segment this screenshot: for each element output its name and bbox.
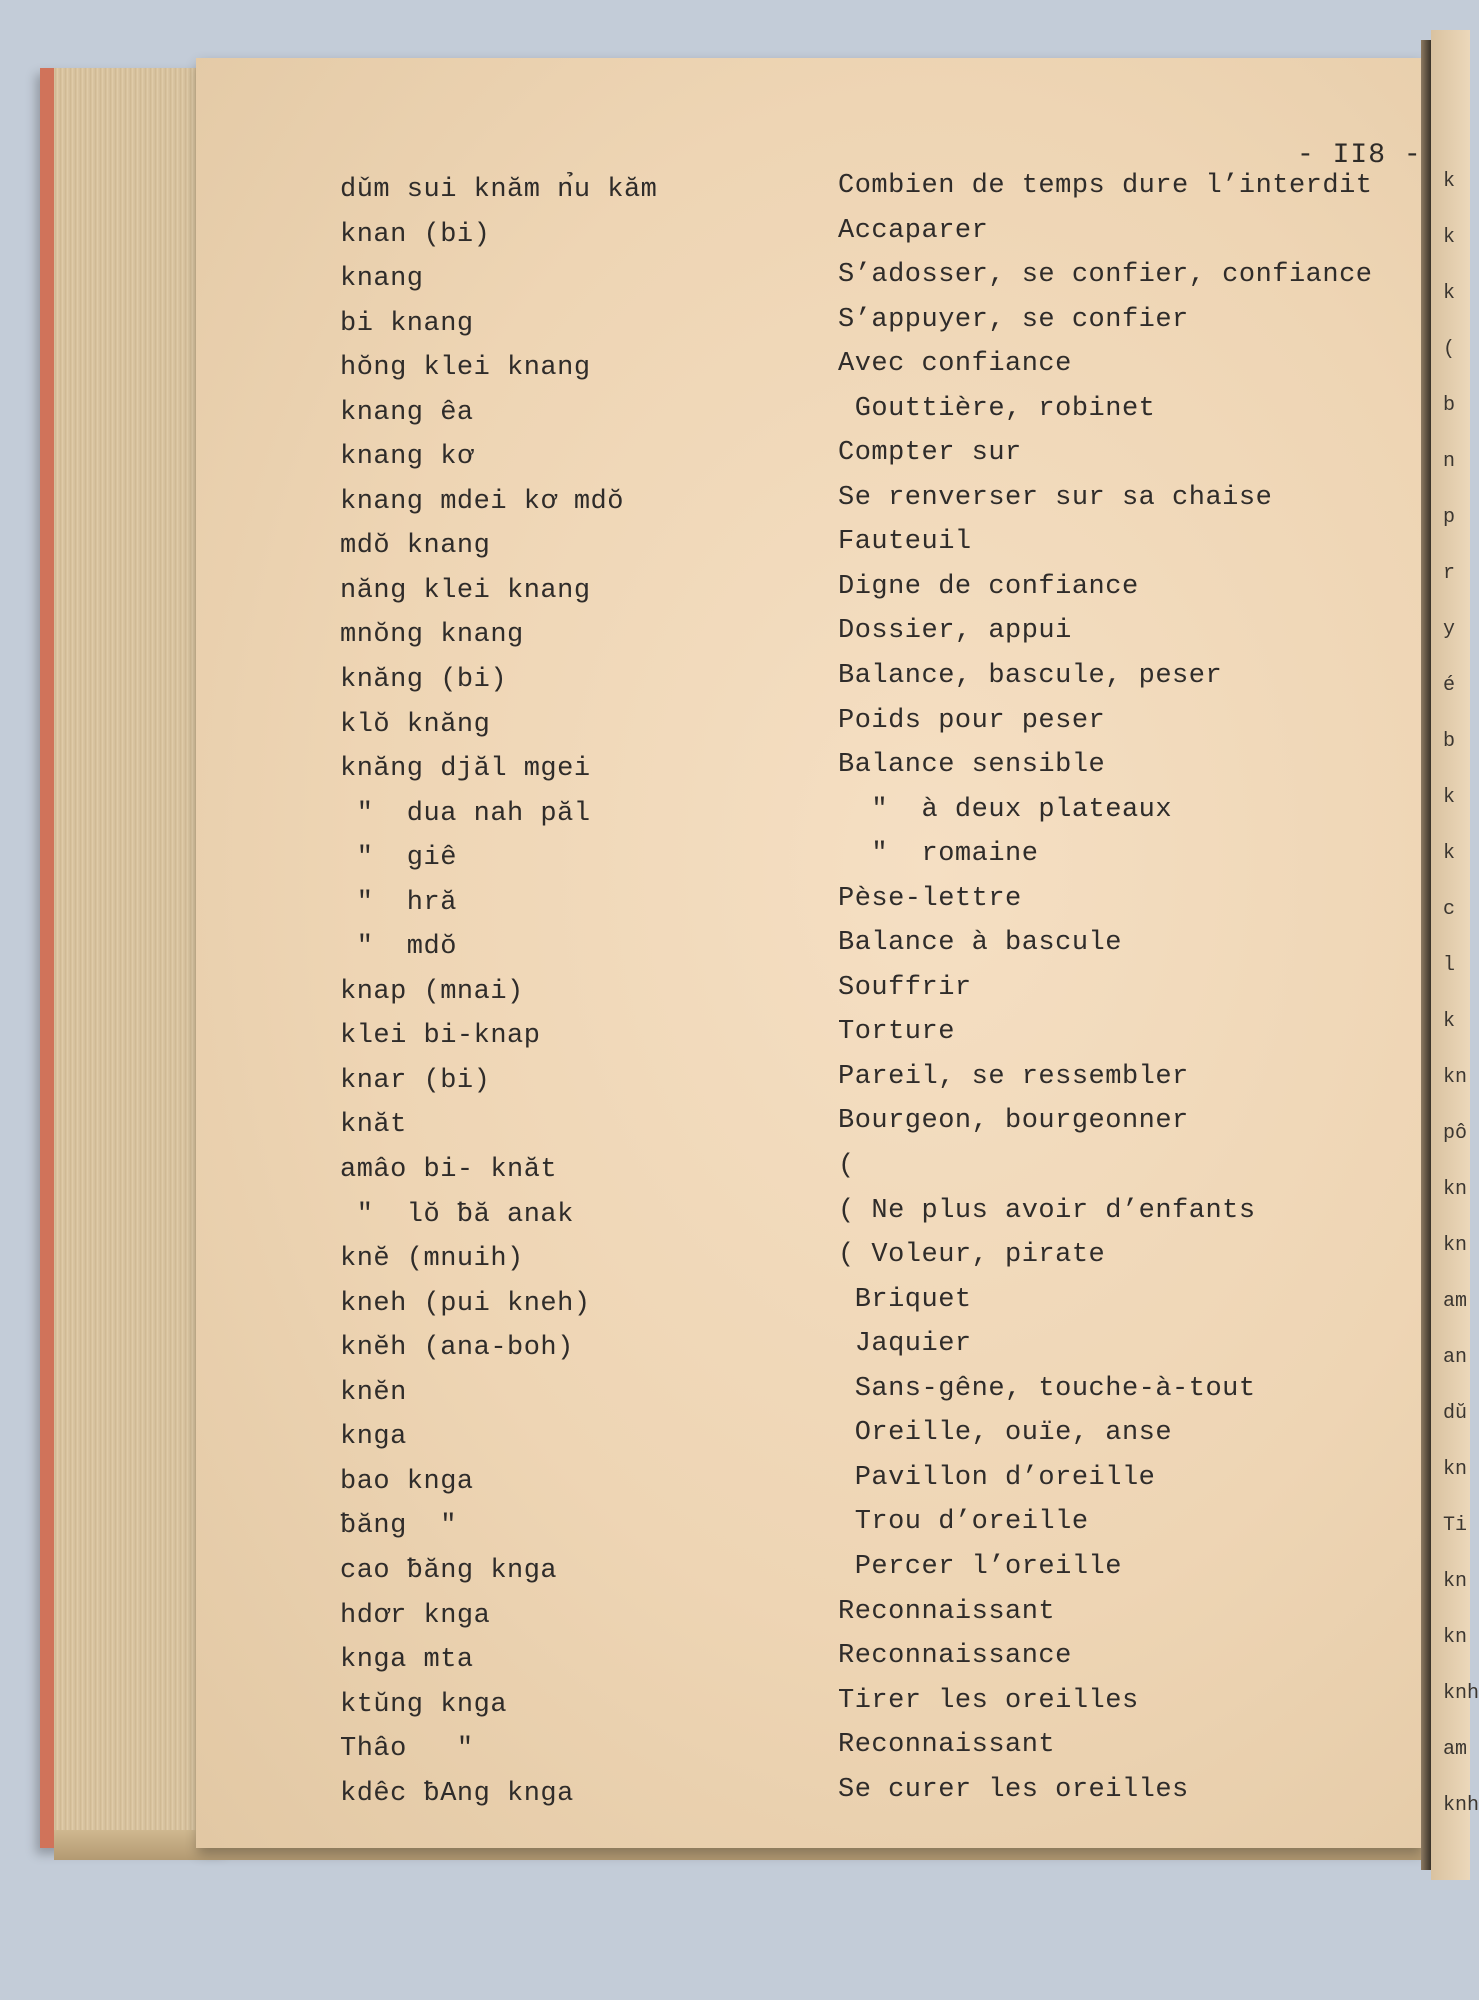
entry-term: " mdŏ bbox=[340, 932, 457, 963]
entry-gloss: Fauteuil bbox=[838, 527, 972, 558]
adjacent-page-mark: b bbox=[1443, 730, 1456, 753]
entry-term: " giê bbox=[340, 843, 457, 874]
entry-gloss: Reconnaissant bbox=[838, 1596, 1056, 1627]
entry-gloss: Torture bbox=[838, 1017, 955, 1048]
adjacent-page-mark: n bbox=[1443, 450, 1456, 473]
entry-term: knĕn bbox=[340, 1377, 407, 1408]
adjacent-page-mark: k bbox=[1443, 786, 1456, 809]
entry-gloss: Sans-gêne, touche-à-tout bbox=[838, 1373, 1256, 1404]
adjacent-page-mark: ( bbox=[1443, 338, 1456, 361]
entry-gloss: Pèse-lettre bbox=[838, 883, 1022, 914]
adjacent-page-mark: kn bbox=[1443, 1458, 1468, 1481]
entry-gloss: S’adosser, se confier, confiance bbox=[838, 260, 1373, 291]
adjacent-page-mark: k bbox=[1443, 842, 1456, 865]
adjacent-page-mark: l bbox=[1443, 954, 1456, 977]
entry-term: hŏng klei knang bbox=[340, 353, 591, 384]
entry-term: mdŏ knang bbox=[340, 531, 491, 562]
entry-term: klŏ knăng bbox=[340, 709, 491, 740]
entry-term: knĕh (ana-boh) bbox=[340, 1333, 574, 1364]
entry-term: knga bbox=[340, 1422, 407, 1453]
entry-term: ktŭng knga bbox=[340, 1689, 508, 1720]
entry-term: ƀăng " bbox=[340, 1511, 457, 1542]
entry-gloss: Trou d’oreille bbox=[838, 1507, 1089, 1538]
entry-gloss: Accaparer bbox=[838, 215, 989, 246]
entry-gloss: Se curer les oreilles bbox=[838, 1774, 1189, 1805]
entry-term: knang kơ bbox=[340, 442, 474, 473]
adjacent-page-mark: c bbox=[1443, 898, 1456, 921]
entry-term: knan (bi) bbox=[340, 219, 491, 250]
adjacent-page-mark: am bbox=[1443, 1738, 1468, 1761]
entry-term: năng klei knang bbox=[340, 575, 591, 606]
entry-gloss: ( bbox=[838, 1151, 855, 1182]
entry-gloss: S’appuyer, se confier bbox=[838, 304, 1189, 335]
adjacent-page-mark: k bbox=[1443, 226, 1456, 249]
adjacent-page-mark: y bbox=[1443, 618, 1456, 641]
entry-gloss: ( Voleur, pirate bbox=[838, 1240, 1106, 1271]
entry-gloss: Gouttière, robinet bbox=[838, 393, 1156, 424]
entry-gloss: Poids pour peser bbox=[838, 705, 1106, 736]
entry-term: dǔm sui knăm n̉u kăm bbox=[340, 175, 658, 205]
entry-gloss: Percer l’oreille bbox=[838, 1551, 1122, 1582]
entry-term: bao knga bbox=[340, 1466, 474, 1497]
adjacent-page-mark: an bbox=[1443, 1346, 1468, 1369]
entry-gloss: Tirer les oreilles bbox=[838, 1685, 1139, 1716]
entry-gloss: " romaine bbox=[838, 839, 1039, 870]
entry-gloss: Avec confiance bbox=[838, 349, 1072, 380]
adjacent-page-mark: kn bbox=[1443, 1178, 1468, 1201]
adjacent-page-edge bbox=[1431, 30, 1479, 1880]
entry-gloss: Bourgeon, bourgeonner bbox=[838, 1106, 1189, 1137]
entry-gloss: Briquet bbox=[838, 1284, 972, 1315]
entry-term: knang êa bbox=[340, 397, 474, 428]
entry-term: " hră bbox=[340, 887, 457, 918]
adjacent-page-mark: é bbox=[1443, 674, 1456, 697]
entry-term: mnŏng knang bbox=[340, 620, 524, 651]
adjacent-page-mark: kn bbox=[1443, 1066, 1468, 1089]
entry-term: knĕ (mnuih) bbox=[340, 1244, 524, 1275]
adjacent-page-mark: r bbox=[1443, 562, 1456, 585]
adjacent-page-mark: p bbox=[1443, 506, 1456, 529]
entry-term: bi knang bbox=[340, 308, 474, 339]
entry-gloss: Balance sensible bbox=[838, 750, 1106, 781]
entry-gloss: Balance à bascule bbox=[838, 928, 1122, 959]
entry-gloss: ( Ne plus avoir d’enfants bbox=[838, 1195, 1256, 1226]
adjacent-page-mark: kn bbox=[1443, 1626, 1468, 1649]
entry-term: knăng djăl mgei bbox=[340, 754, 591, 785]
adjacent-page-mark: am bbox=[1443, 1290, 1468, 1313]
entry-term: knăng (bi) bbox=[340, 665, 508, 696]
entry-term: amâo bi- knăt bbox=[340, 1155, 558, 1186]
entry-term: knap (mnai) bbox=[340, 976, 524, 1007]
entry-term: hdơr knga bbox=[340, 1600, 491, 1631]
adjacent-page-mark: b bbox=[1443, 394, 1456, 417]
entry-gloss: Balance, bascule, peser bbox=[838, 661, 1223, 692]
entry-gloss: Reconnaissant bbox=[838, 1730, 1056, 1761]
entry-gloss: Combien de temps dure l’interdit bbox=[838, 171, 1373, 201]
adjacent-page-mark: kn bbox=[1443, 1234, 1468, 1257]
entry-gloss: Jaquier bbox=[838, 1329, 972, 1360]
entry-gloss: " à deux plateaux bbox=[838, 794, 1173, 825]
entry-gloss: Dossier, appui bbox=[838, 616, 1072, 647]
page-number: - II8 - bbox=[1297, 140, 1422, 171]
entry-term: knar (bi) bbox=[340, 1065, 491, 1096]
entry-gloss: Digne de confiance bbox=[838, 571, 1139, 602]
entry-term: cao ƀăng knga bbox=[340, 1555, 558, 1586]
entry-gloss: Oreille, ouïe, anse bbox=[838, 1418, 1173, 1449]
entry-term: " dua nah păl bbox=[340, 798, 591, 829]
entry-gloss: Pavillon d’oreille bbox=[838, 1462, 1156, 1493]
adjacent-page-mark: k bbox=[1443, 170, 1456, 193]
entry-term: " lŏ ƀă anak bbox=[340, 1199, 574, 1230]
entry-gloss: Se renverser sur sa chaise bbox=[838, 482, 1273, 513]
adjacent-page-mark: k bbox=[1443, 282, 1456, 305]
entry-gloss: Pareil, se ressembler bbox=[838, 1061, 1189, 1092]
entry-term: knga mta bbox=[340, 1645, 474, 1676]
adjacent-page-mark: dŭ bbox=[1443, 1402, 1468, 1425]
entry-gloss: Compter sur bbox=[838, 438, 1022, 469]
gloss-column bbox=[838, 164, 1398, 1812]
adjacent-page-mark: kn bbox=[1443, 1570, 1468, 1593]
entry-term: klei bi-knap bbox=[340, 1021, 541, 1052]
adjacent-page-mark: Ti bbox=[1443, 1514, 1468, 1537]
entry-term: kdêc ƀAng knga bbox=[340, 1778, 574, 1809]
adjacent-page-mark: k bbox=[1443, 1010, 1456, 1033]
entry-term: knang mdei kơ mdŏ bbox=[340, 486, 624, 517]
term-column bbox=[340, 168, 810, 1816]
entry-gloss: Reconnaissance bbox=[838, 1641, 1072, 1672]
adjacent-page-mark: pô bbox=[1443, 1122, 1468, 1145]
adjacent-page-mark: knh bbox=[1443, 1682, 1479, 1705]
entry-term: Thâo " bbox=[340, 1734, 474, 1765]
adjacent-page-mark: knh bbox=[1443, 1794, 1479, 1817]
entry-term: knang bbox=[340, 264, 424, 295]
entry-term: kneh (pui kneh) bbox=[340, 1288, 591, 1319]
book-gutter bbox=[1421, 40, 1431, 1870]
entry-term: knăt bbox=[340, 1110, 407, 1141]
entry-gloss: Souffrir bbox=[838, 972, 972, 1003]
